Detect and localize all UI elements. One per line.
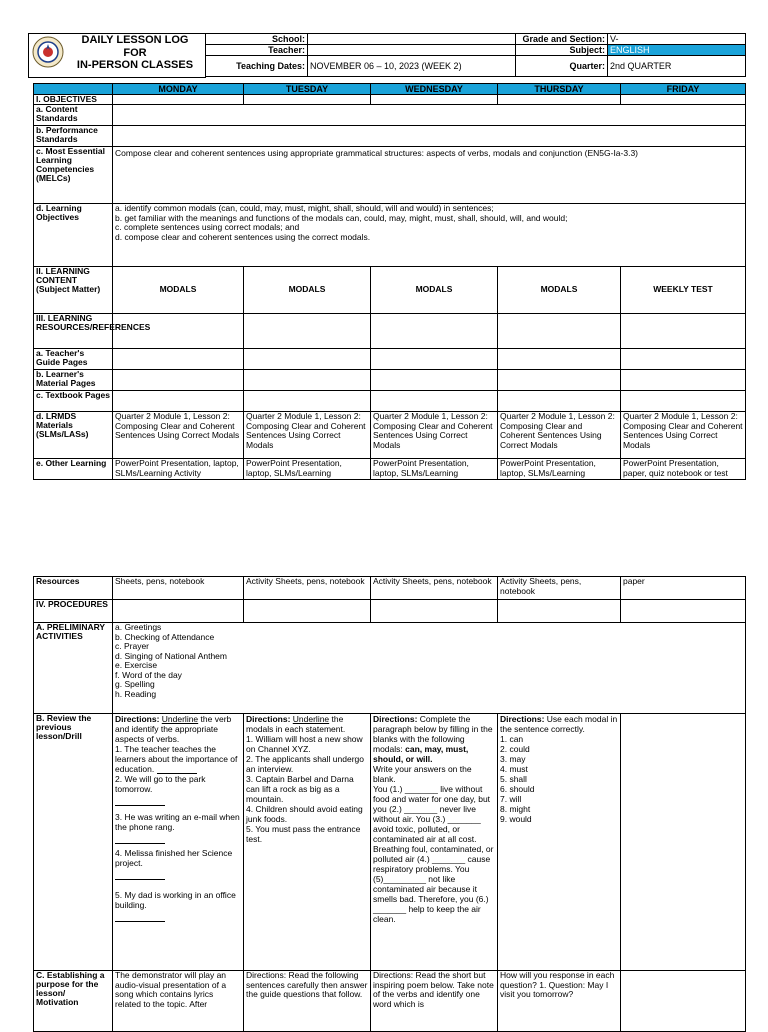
- list-item: 2. could: [500, 744, 530, 754]
- answer-blank[interactable]: [115, 797, 165, 806]
- res-fri: paper: [621, 577, 746, 600]
- list-item: 5. You must pass the entrance test.: [246, 824, 361, 844]
- answer-blank[interactable]: [115, 913, 165, 922]
- modals-list: can, may, must, should, or will.: [373, 744, 469, 764]
- tb-tue[interactable]: [244, 391, 371, 412]
- list-item: 4. Children should avoid eating junk foods.: [246, 804, 363, 824]
- directions-text: the modals in each statement.: [246, 714, 346, 734]
- day-header-monday: MONDAY: [113, 84, 244, 95]
- list-item: a. Greetings: [115, 622, 162, 632]
- resources-tue[interactable]: [244, 314, 371, 349]
- learning-objectives-label: d. Learning Objectives: [34, 204, 113, 267]
- list-item: 3. may: [500, 754, 526, 764]
- review-thu: [498, 714, 621, 971]
- res-tue: Activity Sheets, pens, notebook: [244, 577, 371, 600]
- list-item: 1. The teacher teaches the learners about the importance of education.: [115, 744, 238, 774]
- quarter-label: Quarter:: [516, 56, 608, 77]
- res-thu: Activity Sheets, pens, notebook: [498, 577, 621, 600]
- res-wed: Activity Sheets, pens, notebook: [371, 577, 498, 600]
- lrmds-fri: Quarter 2 Module 1, Lesson 2: Composing Clear and Coherent Sentences Using Correct Modals: [621, 412, 746, 459]
- teacher-value[interactable]: [308, 45, 516, 56]
- title-line-3: IN-PERSON CLASSES: [76, 59, 194, 71]
- tb-thu[interactable]: [498, 391, 621, 412]
- review-fri[interactable]: [621, 714, 746, 971]
- quarter-value[interactable]: 2nd QUARTER: [608, 56, 746, 77]
- review-label: B. Review the previous lesson/Drill: [34, 714, 113, 971]
- list-item: 7. will: [500, 794, 522, 804]
- answer-blank[interactable]: [115, 835, 165, 844]
- lm-fri[interactable]: [621, 370, 746, 391]
- purpose-fri[interactable]: [621, 971, 746, 1032]
- objectives-thu[interactable]: [498, 95, 621, 105]
- objectives-label: I. OBJECTIVES: [34, 95, 113, 105]
- objectives-tue[interactable]: [244, 95, 371, 105]
- proc-fri[interactable]: [621, 600, 746, 623]
- list-item: c. Prayer: [115, 641, 150, 651]
- proc-mon[interactable]: [113, 600, 244, 623]
- subject-value[interactable]: ENGLISH: [608, 45, 746, 56]
- title-line-1: DAILY LESSON LOG: [81, 34, 189, 46]
- list-item: 8. might: [500, 804, 531, 814]
- list-item: 3. Captain Barbel and Darna can lift a rock as big as a mountain.: [246, 774, 354, 804]
- school-label: School:: [206, 34, 308, 45]
- tg-tue[interactable]: [244, 349, 371, 370]
- res-mon: Sheets, pens, notebook: [113, 577, 244, 600]
- answer-blank[interactable]: [157, 765, 197, 774]
- proc-wed[interactable]: [371, 600, 498, 623]
- textbook-label: c. Textbook Pages: [34, 391, 113, 412]
- resources-fri[interactable]: [621, 314, 746, 349]
- other-thu: PowerPoint Presentation, laptop, SLMs/Learning: [498, 459, 621, 480]
- directions-label: Directions:: [373, 714, 418, 724]
- grade-value[interactable]: V-: [608, 34, 746, 45]
- lesson-table-page-1: [33, 83, 746, 480]
- list-item: 4. must: [500, 764, 528, 774]
- list-item: 5. My dad is working in an office building.: [115, 890, 236, 910]
- underline-word: Underline: [292, 714, 330, 724]
- tg-wed[interactable]: [371, 349, 498, 370]
- tb-fri[interactable]: [621, 391, 746, 412]
- purpose-mon: The demonstrator will play an audio-visual presentation of a song which contains lyrics related to the topic. After: [113, 971, 244, 1032]
- lrmds-thu: Quarter 2 Module 1, Lesson 2: Composing Clear and Coherent Sentences Using Correct Modals: [498, 412, 621, 459]
- objective-line: c. complete sentences using correct modals; and: [115, 222, 300, 232]
- directions-label: Directions:: [500, 714, 545, 724]
- purpose-tue: Directions: Read the following sentences carefully then answer the guide questions that follow.: [244, 971, 371, 1032]
- content-mon: MODALS: [113, 267, 244, 314]
- objective-line: a. identify common modals (can, could, may, must, might, shall, should, will and would) in sentences;: [115, 203, 494, 213]
- directions-text: Complete the paragraph below by filling in the blanks with the following modals:: [373, 714, 493, 754]
- purpose-label: C. Establishing a purpose for the lesson/ Motivation: [34, 971, 113, 1032]
- performance-standards-value[interactable]: [113, 126, 746, 147]
- lrmds-wed: Quarter 2 Module 1, Lesson 2: Composing Clear and Coherent Sentences Using Correct Modals: [371, 412, 498, 459]
- melcs-label: c. Most Essential Learning Competencies (MELCs): [34, 147, 113, 204]
- teaching-dates-label: Teaching Dates:: [206, 56, 308, 77]
- list-item: 6. should: [500, 784, 535, 794]
- other-learning-label: e. Other Learning: [34, 459, 113, 480]
- list-item: d. Singing of National Anthem: [115, 650, 227, 661]
- title-line-2: FOR: [123, 46, 147, 59]
- day-header-blank: [34, 84, 113, 95]
- lrmds-tue: Quarter 2 Module 1, Lesson 2: Composing Clear and Coherent Sentences Using Correct Modals: [244, 412, 371, 459]
- lrmds-mon: Quarter 2 Module 1, Lesson 2: Composing Clear and Coherent Sentences Using Correct Modals: [113, 412, 244, 459]
- resources-thu[interactable]: [498, 314, 621, 349]
- directions-label: Directions:: [246, 714, 291, 724]
- title-frame: [28, 33, 206, 78]
- list-item: f. Word of the day: [115, 669, 182, 680]
- grade-label: Grade and Section:: [516, 34, 608, 45]
- lm-tue[interactable]: [244, 370, 371, 391]
- teachers-guide-label: a. Teacher's Guide Pages: [34, 349, 113, 370]
- review-tue: [244, 714, 371, 971]
- directions-label: Directions:: [115, 714, 160, 724]
- lm-wed[interactable]: [371, 370, 498, 391]
- learners-material-label: b. Learner's Material Pages: [34, 370, 113, 391]
- header-table: [205, 33, 746, 77]
- preliminary-label: A. PRELIMINARY ACTIVITIES: [34, 623, 113, 714]
- review-mon: [113, 714, 244, 971]
- list-item: 4. Melissa finished her Science project.: [115, 848, 233, 868]
- teaching-dates-value[interactable]: NOVEMBER 06 – 10, 2023 (WEEK 2): [308, 56, 516, 77]
- school-value[interactable]: [308, 34, 516, 45]
- other-tue: PowerPoint Presentation, laptop, SLMs/Learning: [244, 459, 371, 480]
- day-header-thursday: THURSDAY: [498, 84, 621, 95]
- proc-tue[interactable]: [244, 600, 371, 623]
- lrmds-label: d. LRMDS Materials (SLMs/LASs): [34, 412, 113, 459]
- purpose-thu: How will you response in each question? 1. Question: May I visit you tomorrow?: [498, 971, 621, 1032]
- objectives-wed[interactable]: [371, 95, 498, 105]
- resources-wed[interactable]: [371, 314, 498, 349]
- objective-line: d. compose clear and coherent sentences using the correct modals.: [115, 231, 371, 242]
- list-item: 1. William will host a new show on Channel XYZ.: [246, 734, 363, 754]
- list-item: 2. We will go to the park tomorrow.: [115, 774, 206, 794]
- directions-write: Write your answers on the blank.: [373, 764, 472, 784]
- melcs-value: Compose clear and coherent sentences using appropriate grammatical structures: aspects of verbs, modals and conjunction (EN5G-Ia-3.3): [113, 147, 746, 204]
- content-fri: WEEKLY TEST: [621, 267, 746, 314]
- answer-blank[interactable]: [115, 871, 165, 880]
- content-wed: MODALS: [371, 267, 498, 314]
- other-mon: PowerPoint Presentation, laptop, SLMs/Learning Activity: [113, 459, 244, 480]
- content-standards-label: a. Content Standards: [34, 105, 113, 126]
- list-item: b. Checking of Attendance: [115, 631, 215, 642]
- lesson-table-page-2: [33, 576, 746, 1032]
- day-header-wednesday: WEDNESDAY: [371, 84, 498, 95]
- day-header-friday: FRIDAY: [621, 84, 746, 95]
- tg-thu[interactable]: [498, 349, 621, 370]
- subject-label: Subject:: [516, 45, 608, 56]
- content-tue: MODALS: [244, 267, 371, 314]
- tg-fri[interactable]: [621, 349, 746, 370]
- paragraph-exercise[interactable]: You (1.) _______ live without food and water for one day, but you (2.) _______ never live without air. You (3.) _______ avoid toxic, polluted, or contaminated air at all cost. Breathing foul, contaminated, or polluted air (4.) _______ cause respiratory problems. You (5)_________ not like contaminated air because it smells bad. Therefore, you (6.) _______ help to keep the air clean.: [373, 784, 494, 924]
- objective-line: b. get familiar with the meanings and functions of the modals can, could, may, might, must, shall, should, will, and would;: [115, 212, 568, 223]
- learning-content-label: II. LEARNING CONTENT (Subject Matter): [34, 267, 113, 314]
- performance-standards-label: b. Performance Standards: [34, 126, 113, 147]
- directions-text: Use each modal in the sentence correctly.: [500, 714, 618, 734]
- preliminary-list: [113, 623, 746, 714]
- purpose-wed: Directions: Read the short but inspiring poem below. Take note of the verbs and identify one word which is: [371, 971, 498, 1032]
- resources-label: III. LEARNING RESOURCES/REFERENCES: [34, 314, 113, 349]
- lm-thu[interactable]: [498, 370, 621, 391]
- list-item: g. Spelling: [115, 679, 155, 689]
- proc-thu[interactable]: [498, 600, 621, 623]
- learning-objectives-value: [113, 204, 746, 267]
- list-item: 2. The applicants shall undergo an interview.: [246, 754, 364, 774]
- tg-mon[interactable]: [113, 349, 244, 370]
- tb-wed[interactable]: [371, 391, 498, 412]
- tb-mon[interactable]: [113, 391, 244, 412]
- list-item: 5. shall: [500, 774, 527, 784]
- other-wed: PowerPoint Presentation, laptop, SLMs/Learning: [371, 459, 498, 480]
- review-wed: [371, 714, 498, 971]
- content-thu: MODALS: [498, 267, 621, 314]
- teacher-label: Teacher:: [206, 45, 308, 56]
- resources-cont-label: Resources: [34, 577, 113, 600]
- directions-text: the verb and identify the appropriate aspects of verbs.: [115, 714, 232, 744]
- other-fri: PowerPoint Presentation, paper, quiz notebook or test: [621, 459, 746, 480]
- lm-mon[interactable]: [113, 370, 244, 391]
- list-item: 3. He was writing an e-mail when the phone rang.: [115, 812, 240, 832]
- procedures-label: IV. PROCEDURES: [34, 600, 113, 623]
- objectives-mon[interactable]: [113, 95, 244, 105]
- list-item: 9. would: [500, 814, 532, 824]
- objectives-fri[interactable]: [621, 95, 746, 105]
- list-item: 1. can: [500, 734, 524, 744]
- day-header-tuesday: TUESDAY: [244, 84, 371, 95]
- content-standards-value[interactable]: [113, 105, 746, 126]
- underline-word: Underline: [161, 714, 199, 724]
- list-item: e. Exercise: [115, 660, 158, 670]
- list-item: h. Reading: [115, 688, 157, 699]
